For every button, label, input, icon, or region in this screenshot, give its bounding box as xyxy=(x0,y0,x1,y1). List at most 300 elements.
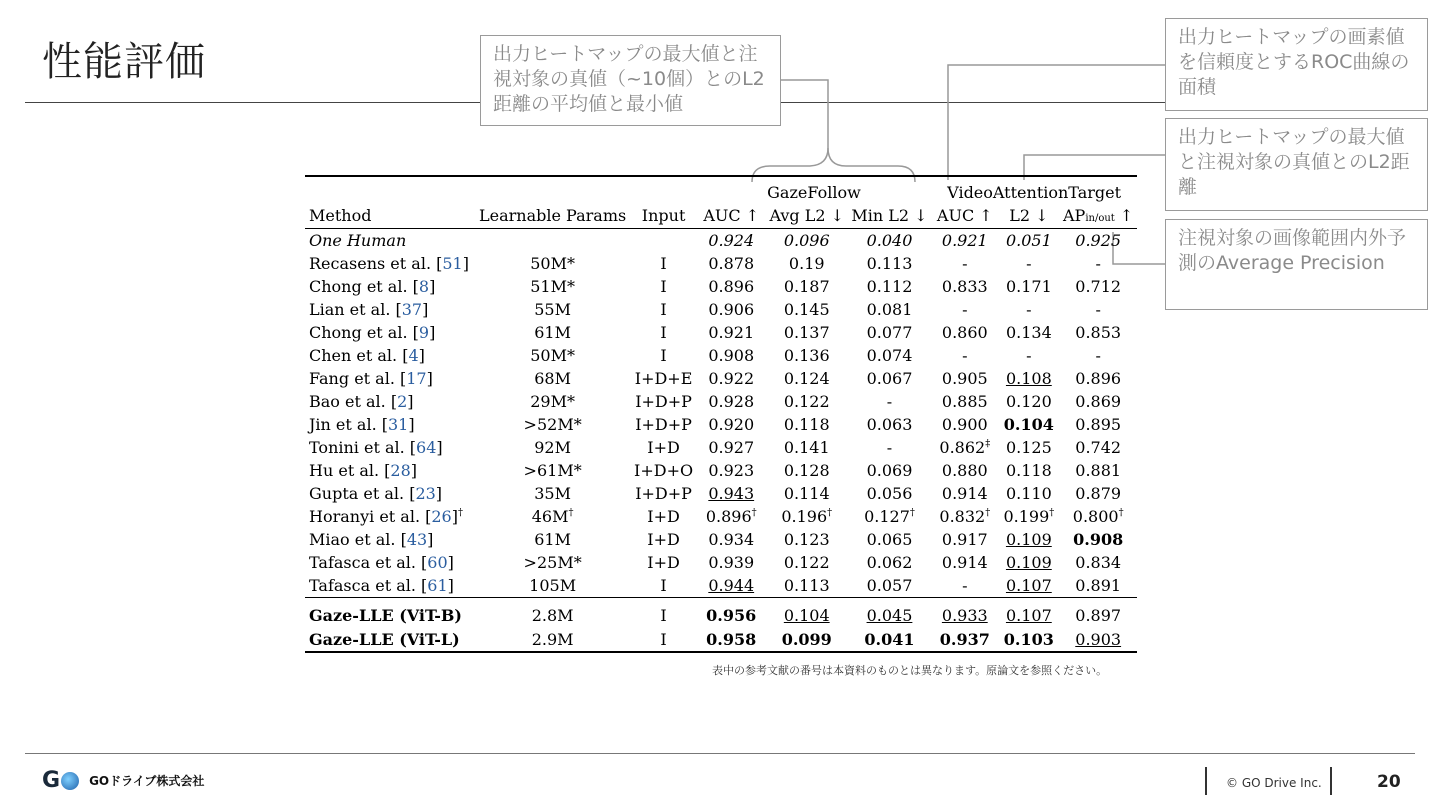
header-l2: L2 ↓ xyxy=(998,202,1059,229)
cell-method xyxy=(305,321,475,344)
cell-min-l2 xyxy=(848,344,932,367)
table-row xyxy=(305,298,1137,321)
cell-ap xyxy=(1059,551,1137,574)
method-name: Gupta et al. [ xyxy=(309,484,416,503)
cell-value: 0.145 xyxy=(783,300,830,319)
cell-auc-vat xyxy=(931,367,998,390)
method-name: Recasens et al. [ xyxy=(309,254,443,273)
cell-value: 0.934 xyxy=(708,530,755,549)
cell-value: 0.104 xyxy=(1003,415,1054,434)
cell-ap xyxy=(1059,436,1137,459)
cell-dagger: † xyxy=(985,507,991,519)
cell-value: - xyxy=(1026,346,1032,365)
reference-link[interactable]: 26 xyxy=(431,507,452,526)
params-value: 61M xyxy=(534,530,571,549)
cell-value: 0.19 xyxy=(788,254,825,273)
cell-auc-gf xyxy=(697,528,766,551)
cell-min-l2 xyxy=(848,551,932,574)
method-name: Jin et al. [ xyxy=(309,415,388,434)
header-min-l2: Min L2 ↓ xyxy=(848,202,932,229)
cell-value: - xyxy=(962,254,968,273)
cell-value: 0.114 xyxy=(783,484,830,503)
reference-link[interactable]: 31 xyxy=(387,415,409,434)
cell-value: 0.077 xyxy=(866,323,913,342)
cell-value: 0.099 xyxy=(781,629,832,649)
table-row xyxy=(305,367,1137,390)
cell-value: 0.937 xyxy=(939,629,990,649)
method-name: Chen et al. [ xyxy=(309,346,409,365)
table-row xyxy=(305,252,1137,275)
cell-params xyxy=(475,482,631,505)
params-value: >25M* xyxy=(523,553,582,572)
header-ap-arrow: ↑ xyxy=(1114,205,1134,225)
cell-avg-l2 xyxy=(766,574,848,598)
cell-auc-gf xyxy=(697,344,766,367)
reference-link[interactable]: 61 xyxy=(427,576,448,595)
table-row xyxy=(305,436,1137,459)
cell-method xyxy=(305,528,475,551)
method-bracket: ] xyxy=(427,530,434,549)
cell-avg-l2 xyxy=(766,321,848,344)
cell-value: 0.125 xyxy=(1005,438,1052,457)
cell-min-l2 xyxy=(848,252,932,275)
method-bracket: ] xyxy=(408,415,415,434)
cell-avg-l2 xyxy=(766,413,848,436)
cell-value: 0.853 xyxy=(1075,323,1122,342)
method-name: Tafasca et al. [ xyxy=(309,576,428,595)
header-input: Input xyxy=(631,202,697,229)
method-name: Chong et al. [ xyxy=(309,323,419,342)
cell-method: Gaze-LLE (ViT-B) xyxy=(305,598,475,628)
cell-value: 0.123 xyxy=(783,530,830,549)
method-bracket: ] xyxy=(429,323,436,342)
cell-value: 0.914 xyxy=(941,553,988,572)
cell-value: 0.927 xyxy=(708,438,755,457)
cell-ap xyxy=(1059,505,1137,528)
reference-link[interactable]: 9 xyxy=(418,323,430,342)
method-dagger: † xyxy=(457,507,463,519)
cell-ap xyxy=(1059,528,1137,551)
reference-link[interactable]: 23 xyxy=(415,484,436,503)
cell-value: 0.041 xyxy=(864,629,915,649)
cell-l2 xyxy=(998,574,1059,598)
cell-value: 0.112 xyxy=(866,277,913,296)
table-row-ours xyxy=(305,598,1137,628)
params-value: 50M* xyxy=(530,254,575,273)
cell-auc-gf xyxy=(697,252,766,275)
cell-value: - xyxy=(1026,300,1032,319)
table-row xyxy=(305,390,1137,413)
header-method: Method xyxy=(305,202,475,229)
cell-value: 0.065 xyxy=(866,530,913,549)
cell-value: 0.199 xyxy=(1003,507,1050,526)
cell-auc-gf xyxy=(697,628,766,652)
table-row xyxy=(305,482,1137,505)
cell-l2 xyxy=(998,528,1059,551)
cell-value: 0.943 xyxy=(708,484,755,503)
cell-value: 0.712 xyxy=(1075,277,1122,296)
cell-params: 2.8M xyxy=(475,598,631,628)
cell-auc-gf xyxy=(697,482,766,505)
table-row xyxy=(305,413,1137,436)
cell-value: 0.833 xyxy=(941,277,988,296)
method-name: Miao et al. [ xyxy=(309,530,407,549)
group-gazefollow: GazeFollow xyxy=(697,176,932,202)
cell-min-l2 xyxy=(848,505,932,528)
cell-value: 0.923 xyxy=(708,461,755,480)
method-name: Tonini et al. [ xyxy=(309,438,417,457)
method-bracket: ] xyxy=(407,392,414,411)
footer-separator-2 xyxy=(1330,767,1332,795)
cell-ap xyxy=(1059,321,1137,344)
cell-auc-vat xyxy=(931,252,998,275)
cell-value: 0.800 xyxy=(1072,507,1119,526)
cell-avg-l2 xyxy=(766,528,848,551)
cell-value: 0.124 xyxy=(783,369,830,388)
cell-input: I+D+O xyxy=(634,461,694,480)
cell-l2 xyxy=(998,436,1059,459)
cell-min-l2: 0.040 xyxy=(866,231,913,250)
cell-params xyxy=(475,574,631,598)
callout-l2-avg-min: 出力ヒートマップの最大値と注視対象の真値（~10個）とのL2距離の平均値と最小値 xyxy=(480,35,781,126)
reference-link[interactable]: 2 xyxy=(397,392,408,411)
cell-value: 0.120 xyxy=(1005,392,1052,411)
cell-value: 0.862 xyxy=(939,438,986,457)
cell-avg-l2 xyxy=(766,436,848,459)
cell-auc-gf xyxy=(697,574,766,598)
cell-l2 xyxy=(998,344,1059,367)
method-bracket: ] xyxy=(422,300,429,319)
cell-value: 0.045 xyxy=(866,606,913,626)
go-logo-icon: G xyxy=(42,768,79,793)
cell-ap xyxy=(1059,574,1137,598)
params-value: 50M* xyxy=(530,346,575,365)
cell-l2 xyxy=(998,482,1059,505)
cell-input: I xyxy=(660,576,667,595)
reference-link[interactable]: 51 xyxy=(442,254,463,273)
cell-method: Gaze-LLE (ViT-L) xyxy=(305,628,475,652)
cell-ap xyxy=(1059,390,1137,413)
cell-value: 0.908 xyxy=(708,346,755,365)
cell-value: 0.081 xyxy=(866,300,913,319)
cell-value: 0.067 xyxy=(866,369,913,388)
cell-value: 0.896 xyxy=(1075,369,1122,388)
cell-avg-l2 xyxy=(766,551,848,574)
cell-method xyxy=(305,367,475,390)
cell-ap xyxy=(1059,367,1137,390)
table-row xyxy=(305,505,1137,528)
cell-min-l2 xyxy=(848,459,932,482)
cell-auc-vat xyxy=(931,459,998,482)
cell-min-l2 xyxy=(848,598,932,628)
cell-auc-gf xyxy=(697,505,766,528)
cell-value: 0.108 xyxy=(1005,369,1052,388)
reference-note: 表中の参考文献の番号は本資料のものとは異なります。原論文を参照ください。 xyxy=(712,664,1108,677)
cell-mark: ‡ xyxy=(985,438,991,450)
cell-value: - xyxy=(962,300,968,319)
params-value: 61M xyxy=(534,323,571,342)
reference-link[interactable]: 60 xyxy=(427,553,448,572)
cell-value: 0.896 xyxy=(705,507,752,526)
cell-l2 xyxy=(998,367,1059,390)
cell-value: 0.885 xyxy=(941,392,988,411)
cell-value: 0.906 xyxy=(708,300,755,319)
cell-avg-l2 xyxy=(766,252,848,275)
cell-value: 0.122 xyxy=(783,392,830,411)
cell-ap xyxy=(1059,598,1137,628)
cell-ap xyxy=(1059,275,1137,298)
cell-auc-gf xyxy=(697,367,766,390)
cell-params xyxy=(475,321,631,344)
cell-l2 xyxy=(998,252,1059,275)
cell-value: 0.860 xyxy=(941,323,988,342)
cell-ap xyxy=(1059,344,1137,367)
cell-params xyxy=(475,390,631,413)
cell-auc-vat xyxy=(931,482,998,505)
cell-params xyxy=(475,505,631,528)
cell-ap: 0.925 xyxy=(1075,231,1122,250)
method-bracket: ] xyxy=(436,438,443,457)
cell-avg-l2 xyxy=(766,482,848,505)
cell-value: 0.196 xyxy=(781,507,828,526)
method-name: Bao et al. [ xyxy=(309,392,398,411)
reference-link[interactable]: 28 xyxy=(390,461,411,480)
params-value: >61M* xyxy=(523,461,582,480)
cell-input: I xyxy=(631,598,697,628)
cell-dagger: † xyxy=(751,507,757,519)
cell-input: I+D xyxy=(647,530,680,549)
cell-min-l2 xyxy=(848,628,932,652)
header-ap xyxy=(1059,202,1137,229)
reference-link[interactable]: 64 xyxy=(416,438,437,457)
table-row xyxy=(305,528,1137,551)
params-value: 68M xyxy=(534,369,571,388)
cell-value: 0.900 xyxy=(941,415,988,434)
cell-value: 0.128 xyxy=(783,461,830,480)
cell-value: 0.917 xyxy=(941,530,988,549)
cell-auc-vat xyxy=(931,598,998,628)
cell-input: I xyxy=(660,254,667,273)
footer-divider xyxy=(25,753,1415,754)
cell-auc-vat xyxy=(931,321,998,344)
cell-method xyxy=(305,344,475,367)
params-value: 92M xyxy=(534,438,571,457)
table-column-header xyxy=(305,202,1137,229)
cell-l2 xyxy=(998,390,1059,413)
cell-input: I xyxy=(660,300,667,319)
method-name: Chong et al. [ xyxy=(309,277,419,296)
group-videoattentiontarget: VideoAttentionTarget xyxy=(931,176,1137,202)
cell-method xyxy=(305,551,475,574)
header-ap-sub: in/out xyxy=(1085,212,1115,224)
method-name: Horanyi et al. [ xyxy=(309,507,432,526)
table-group-header xyxy=(305,176,1137,202)
cell-value: 0.056 xyxy=(866,484,913,503)
method-name: Hu et al. [ xyxy=(309,461,391,480)
cell-method xyxy=(305,252,475,275)
cell-auc-gf xyxy=(697,598,766,628)
cell-value: - xyxy=(962,576,968,595)
cell-input: I xyxy=(660,277,667,296)
cell-auc-gf xyxy=(697,551,766,574)
cell-value: 0.891 xyxy=(1075,576,1122,595)
results-table xyxy=(305,175,1137,653)
cell-auc-vat xyxy=(931,574,998,598)
method-bracket: ] xyxy=(429,277,436,296)
cell-l2 xyxy=(998,551,1059,574)
cell-auc-gf xyxy=(697,390,766,413)
cell-params xyxy=(475,275,631,298)
cell-value: 0.958 xyxy=(706,629,757,649)
cell-value: 0.879 xyxy=(1075,484,1122,503)
cell-value: 0.921 xyxy=(708,323,755,342)
method-bracket: ] xyxy=(451,507,458,526)
cell-value: 0.118 xyxy=(783,415,830,434)
cell-auc-gf xyxy=(697,413,766,436)
cell-auc-gf xyxy=(697,436,766,459)
cell-value: 0.171 xyxy=(1005,277,1052,296)
cell-avg-l2 xyxy=(766,275,848,298)
cell-auc-vat xyxy=(931,505,998,528)
cell-value: 0.074 xyxy=(866,346,913,365)
cell-value: 0.895 xyxy=(1075,415,1122,434)
params-value: 46M xyxy=(531,507,569,526)
cell-avg-l2 xyxy=(766,390,848,413)
cell-params xyxy=(475,528,631,551)
callout-ap: 注視対象の画像範囲内外予測のAverage Precision xyxy=(1165,219,1428,310)
cell-min-l2 xyxy=(848,275,932,298)
cell-value: 0.127 xyxy=(864,507,910,526)
cell-avg-l2 xyxy=(766,628,848,652)
cell-input: I+D xyxy=(647,553,680,572)
cell-params xyxy=(475,413,631,436)
cell-value: 0.905 xyxy=(941,369,988,388)
cell-input: I+D xyxy=(647,438,680,457)
reference-link[interactable]: 4 xyxy=(408,346,419,365)
cell-auc-gf xyxy=(697,275,766,298)
cell-method xyxy=(305,436,475,459)
table-row-ours xyxy=(305,628,1137,652)
cell-value: - xyxy=(1095,300,1101,319)
cell-value: - xyxy=(886,392,893,411)
cell-value: 0.928 xyxy=(708,392,755,411)
reference-link[interactable]: 17 xyxy=(406,369,427,388)
params-value: 51M* xyxy=(530,277,575,296)
cell-method xyxy=(305,390,475,413)
cell-method xyxy=(305,298,475,321)
reference-link[interactable]: 8 xyxy=(418,277,430,296)
reference-link[interactable]: 37 xyxy=(401,300,423,319)
reference-link[interactable]: 43 xyxy=(406,530,428,549)
page-number: 20 xyxy=(1377,772,1401,792)
cell-dagger: † xyxy=(1049,507,1055,519)
table-row-human xyxy=(305,229,1137,253)
cell-value: 0.104 xyxy=(783,606,830,626)
method-bracket: ] xyxy=(462,254,469,273)
cell-value: 0.933 xyxy=(941,606,988,626)
cell-params xyxy=(475,551,631,574)
company-name: GOドライブ株式会社 xyxy=(89,774,205,788)
cell-dagger: † xyxy=(909,507,915,519)
table-row xyxy=(305,275,1137,298)
cell-auc-vat xyxy=(931,413,998,436)
cell-value: 0.897 xyxy=(1075,606,1122,626)
cell-auc-gf xyxy=(697,459,766,482)
cell-l2 xyxy=(998,275,1059,298)
cell-method: One Human xyxy=(309,231,407,250)
table-row xyxy=(305,344,1137,367)
cell-l2 xyxy=(998,505,1059,528)
params-value: 29M* xyxy=(530,392,575,411)
method-name: Fang et al. [ xyxy=(309,369,407,388)
table-row xyxy=(305,321,1137,344)
cell-params xyxy=(475,344,631,367)
cell-value: 0.136 xyxy=(783,346,830,365)
params-dagger: † xyxy=(568,507,574,519)
cell-value: 0.141 xyxy=(783,438,830,457)
company-logo xyxy=(42,768,204,793)
cell-auc-gf: 0.924 xyxy=(708,231,755,250)
cell-input: I xyxy=(660,346,667,365)
callout-auc: 出力ヒートマップの画素値を信頼度とするROC曲線の面積 xyxy=(1165,18,1428,111)
cell-value: 0.122 xyxy=(783,553,830,572)
footer-separator-1 xyxy=(1205,767,1207,795)
cell-ap xyxy=(1059,252,1137,275)
method-bracket: ] xyxy=(435,484,443,503)
cell-value: 0.063 xyxy=(866,415,913,434)
cell-auc-vat xyxy=(931,275,998,298)
cell-dagger: † xyxy=(1118,507,1124,519)
cell-value: 0.134 xyxy=(1005,323,1052,342)
cell-min-l2 xyxy=(848,574,932,598)
cell-value: 0.137 xyxy=(783,323,830,342)
cell-value: 0.057 xyxy=(866,576,913,595)
cell-input xyxy=(631,229,697,253)
cell-auc-gf xyxy=(697,321,766,344)
table-row xyxy=(305,459,1137,482)
cell-input: I+D+P xyxy=(635,392,692,411)
cell-params xyxy=(475,436,631,459)
cell-ap xyxy=(1059,413,1137,436)
cell-value: 0.113 xyxy=(783,576,830,595)
cell-value: 0.878 xyxy=(708,254,755,273)
cell-value: - xyxy=(962,346,968,365)
cell-value: 0.881 xyxy=(1075,461,1122,480)
cell-ap xyxy=(1059,628,1137,652)
cell-ap xyxy=(1059,482,1137,505)
cell-avg-l2 xyxy=(766,505,848,528)
params-value: 55M xyxy=(534,300,571,319)
cell-ap xyxy=(1059,298,1137,321)
cell-input: I+D+E xyxy=(634,369,693,388)
cell-value: 0.069 xyxy=(866,461,913,480)
cell-auc-vat xyxy=(931,528,998,551)
cell-min-l2 xyxy=(848,413,932,436)
cell-value: 0.956 xyxy=(706,606,757,626)
cell-min-l2 xyxy=(848,436,932,459)
cell-value: 0.939 xyxy=(708,553,755,572)
cell-value: 0.880 xyxy=(941,461,988,480)
cell-l2 xyxy=(998,298,1059,321)
cell-value: 0.118 xyxy=(1005,461,1052,480)
table-row xyxy=(305,551,1137,574)
cell-value: 0.903 xyxy=(1075,629,1122,649)
cell-avg-l2 xyxy=(766,598,848,628)
cell-params: 2.9M xyxy=(475,628,631,652)
cell-avg-l2 xyxy=(766,459,848,482)
cell-value: - xyxy=(886,438,893,457)
cell-auc-vat: 0.921 xyxy=(941,231,988,250)
